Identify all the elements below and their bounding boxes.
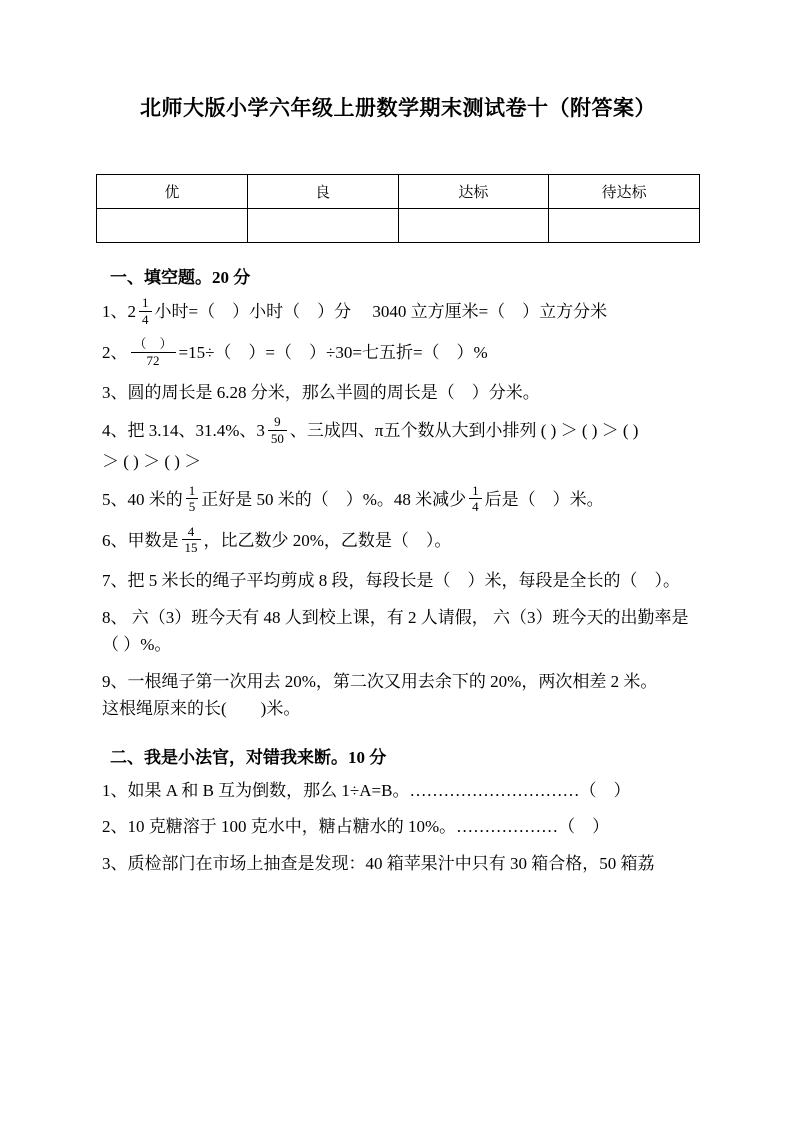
grade-header-cell: 达标 xyxy=(398,175,549,209)
question-line: 2、10 克糖溶于 100 克水中，糖占糖水的 10%。………………（ ） xyxy=(102,817,610,837)
fraction-numerator: 9 xyxy=(274,413,281,429)
question-line: 1、如果 A 和 B 互为倒数，那么 1÷A=B。…………………………（ ） xyxy=(102,780,631,800)
fraction-denominator: 72 xyxy=(131,352,176,369)
fraction-numerator: （ ） xyxy=(133,336,173,352)
fraction xyxy=(186,483,199,515)
grade-empty-cell xyxy=(549,209,700,243)
grade-table-empty-row xyxy=(97,209,700,243)
question-line: 8、 六（3）班今天有 48 人到校上课，有 2 人请假， 六（3）班今天的出勤率是（ ）%。 xyxy=(102,607,689,655)
question-line: 6、甲数是 $\frac{4}{15}$ ，比乙数少 20%，乙数是（ ）。 xyxy=(102,523,452,556)
question-line: 3、圆的周长是 6.28 分米，那么半圆的周长是（ ）分米。 xyxy=(102,383,540,403)
fraction xyxy=(268,414,287,446)
grade-table-header-row xyxy=(97,175,700,209)
fraction-denominator: 4 xyxy=(469,498,482,515)
question-line: 7、把 5 米长的绳子平均剪成 8 段，每段长是（ ）米，每段是全长的（ ）。 xyxy=(102,571,680,590)
fraction-denominator: 5 xyxy=(186,498,199,515)
fraction-numerator: 1 xyxy=(472,482,479,498)
fraction-numerator: 1 xyxy=(142,295,149,310)
fraction-denominator: 50 xyxy=(268,430,287,447)
grade-empty-cell xyxy=(247,209,398,243)
fraction-denominator: 4 xyxy=(139,311,152,328)
fraction-numerator: 4 xyxy=(187,523,195,539)
document-title: 北师大版小学六年级上册数学期末测试卷十（附答案） xyxy=(140,96,656,120)
question-line: 5、40 米的 $\frac{1}{5}$ 正好是 50 米的（ ）%。48 米减少 $\frac{1}{4}$ 后是（ ）米。 xyxy=(102,482,604,515)
section xyxy=(96,743,700,878)
fraction xyxy=(182,524,201,556)
grade-empty-cell xyxy=(97,209,248,243)
grade-header-cell: 良 xyxy=(247,175,398,209)
question-line: 1、2 $\frac{1}{4}$ 小时=（ ）小时（ ）分 3040 立方厘米=（ ）立方分米 xyxy=(102,295,608,327)
grade-empty-cell xyxy=(398,209,549,243)
grade-table xyxy=(96,174,700,243)
question-line: 2、 $\frac{( )}{72}$ =15÷（ ）=（ ）÷30=七五折=（ ）% xyxy=(102,336,488,368)
grade-header-cell: 待达标 xyxy=(549,175,700,209)
fraction-numerator: 1 xyxy=(188,482,196,498)
section xyxy=(96,263,700,723)
question-line: 4、把 3.14、31.4%、3 $\frac{9}{50}$ 、三成四、π五个数从大到小排列 ( ) ＞ ( ) ＞ ( ) ＞ ( ) ＞ ( ) ＞ xyxy=(102,413,639,472)
fraction xyxy=(139,295,152,327)
grade-header-cell: 优 xyxy=(97,175,248,209)
fraction xyxy=(131,336,176,368)
section-heading: 二、我是小法官，对错我来断。10 分 xyxy=(110,747,387,767)
fraction-denominator: 15 xyxy=(182,539,201,556)
question-line: 9、一根绳子第一次用去 20%，第二次又用去余下的 20%，两次相差 2 米。 这根绳原来的长( )米。 xyxy=(102,671,658,719)
fraction xyxy=(469,483,482,515)
question-line: 3、质检部门在市场上抽查是发现：40 箱苹果汁中只有 30 箱合格，50 箱荔 xyxy=(102,853,655,873)
section-heading: 一、填空题。20 分 xyxy=(110,268,251,287)
sections xyxy=(96,263,700,877)
